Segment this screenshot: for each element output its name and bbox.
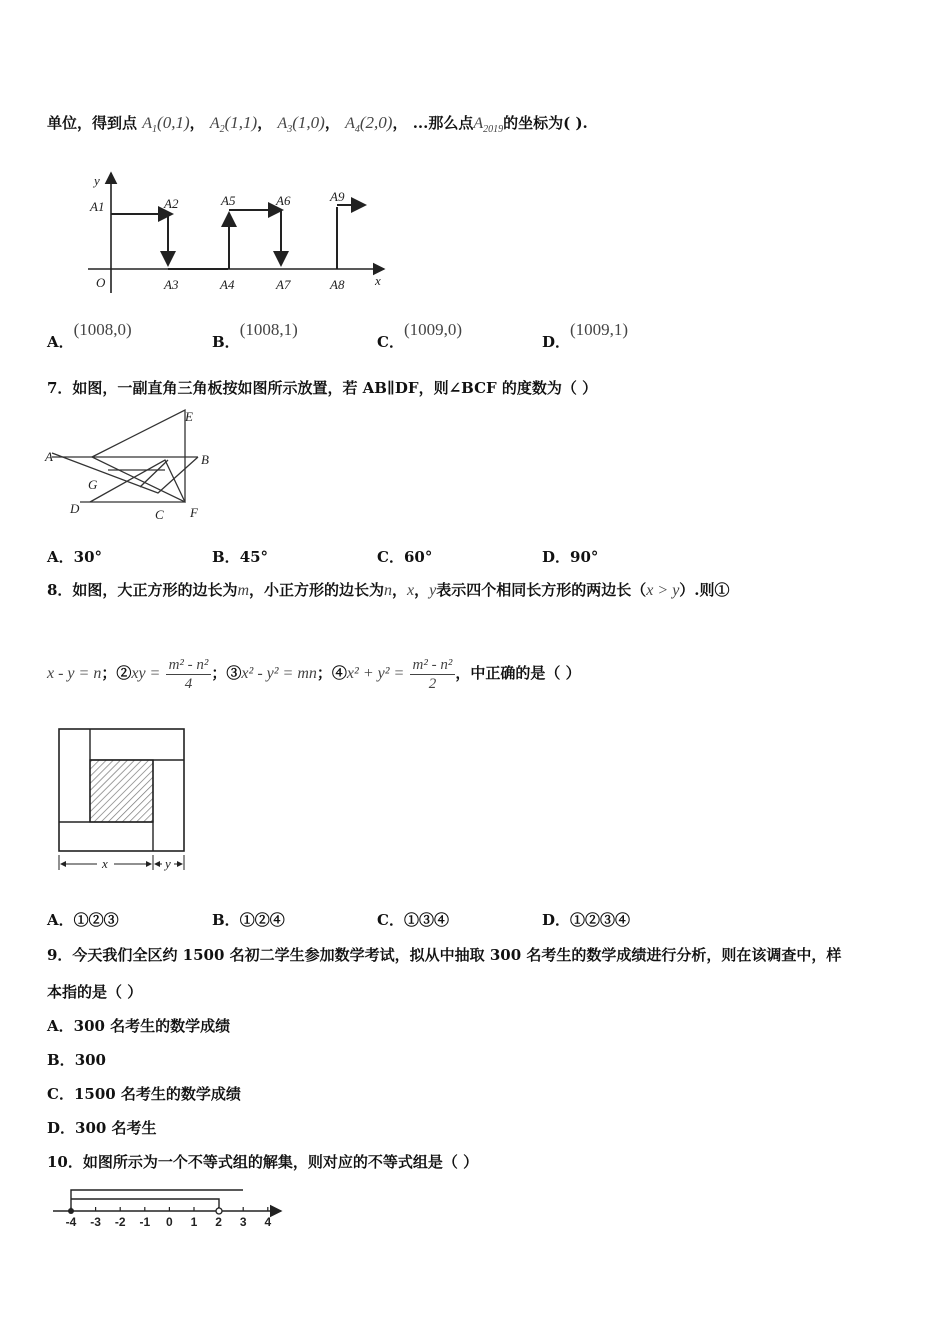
q8-option-b[interactable]: B．①②④ (212, 911, 285, 929)
q8-option-c[interactable]: C．①③④ (377, 911, 449, 929)
tick-label: 3 (239, 1215, 247, 1229)
q7-option-b[interactable]: B．45° (212, 548, 269, 566)
label-b: B (201, 452, 209, 467)
q10-stem: 10．如图所示为一个不等式组的解集，则对应的不等式组是（ ） (47, 1153, 479, 1171)
var-y: y (429, 582, 437, 599)
q9-option-d[interactable]: D．300 名考生 (47, 1119, 157, 1137)
label-o: O (96, 275, 106, 290)
q9-option-a[interactable]: A．300 名考生的数学成绩 (47, 1017, 231, 1035)
label-f: F (190, 505, 198, 520)
q6-middle: ...那么点 (412, 114, 474, 132)
statement-1: x - y = n (47, 665, 102, 682)
q8-stem-line2: x - y = n；②xy = $\frac{\text{m² - n²}}{4}$ ；③x² - y² = mn；④x² + y² = $\frac{\text{m² - n²}}{2}$ ，中正确的是（ ） (47, 656, 581, 692)
statement-2-fraction: $\frac{\text{m² - n²}}{4}$ (166, 656, 212, 693)
label-a3: A3 (164, 277, 179, 292)
q8-figure (52, 722, 197, 877)
q6-prefix: 单位，得到点 (47, 114, 138, 132)
tick-label: 2 (215, 1215, 222, 1229)
label-a: A (45, 449, 53, 464)
label-a1: A1 (90, 199, 105, 214)
q7-option-d[interactable]: D．90° (542, 548, 599, 566)
label-y: y (94, 173, 100, 188)
label-e: E (185, 409, 193, 424)
condition: x > y (646, 582, 680, 599)
q8-option-d[interactable]: D．①②③④ (542, 911, 631, 929)
label-g: G (88, 477, 98, 492)
q10-number-line (45, 1182, 290, 1230)
q8-stem-line1: 8．如图，大正方形的边长为m，小正方形的边长为n，x，y表示四个相同长方形的两边长（x > y）.则① (47, 581, 730, 599)
tick-label: 1 (190, 1215, 198, 1229)
statement-3: x² - y² = mn (241, 665, 317, 682)
q7-option-a[interactable]: A．30° (47, 548, 103, 566)
tick-label: -3 (90, 1215, 101, 1229)
q9-option-c[interactable]: C．1500 名考生的数学成绩 (47, 1085, 241, 1103)
label-a4: A4 (220, 277, 235, 292)
label-a6: A6 (276, 193, 291, 208)
tick-label: -2 (114, 1215, 126, 1229)
q8-option-a[interactable]: A．①②③ (47, 911, 119, 929)
label-a9: A9 (330, 189, 345, 204)
q9-stem-line2: 本指的是（ ） (47, 983, 143, 1001)
label-a8: A8 (330, 277, 345, 292)
var-m: m (237, 582, 250, 599)
label-x: x (375, 273, 381, 288)
q9-option-b[interactable]: B．300 (47, 1051, 106, 1069)
tick-label: 4 (264, 1215, 272, 1229)
tick-label: -4 (65, 1215, 77, 1229)
q6-stem: 单位，得到点 $A_1(0,1)$， $A_2(1,1)$， $A_3(1,0)$， $A_4(2,0)$， ...那么点$A_{2019}$的坐标为( ). (47, 113, 588, 136)
label-a2: A2 (164, 196, 179, 211)
var-n: n (384, 582, 393, 599)
q6-option-a[interactable]: A．(1008,0) (47, 320, 132, 351)
point-a2019: $A_{2019}$ (473, 115, 504, 136)
q6-option-d[interactable]: D．(1009,1) (542, 320, 629, 351)
q7-stem: 7．如图，一副直角三角板按如图所示放置，若 AB∥DF，则∠BCF 的度数为（ ） (47, 379, 598, 397)
label-d: D (70, 501, 80, 516)
q7-option-c[interactable]: C．60° (377, 548, 433, 566)
q6-figure (80, 165, 400, 300)
tick-label: 0 (166, 1215, 173, 1229)
point-a1: $A_1(0,1)$ (142, 113, 190, 136)
var-x: x (407, 582, 415, 599)
label-x: x (102, 856, 108, 871)
q9-stem-line1: 9．今天我们全区约 1500 名初二学生参加数学考试，拟从中抽取 300 名考生的数学成绩进行分析，则在该调查中，样 (47, 946, 842, 964)
statement-4-left: x² + y² = (346, 665, 405, 682)
tick-label: -1 (139, 1215, 151, 1229)
point-a3: $A_3(1,0)$ (277, 113, 325, 136)
q6-suffix: 的坐标为( ). (503, 114, 588, 132)
label-c: C (155, 507, 164, 522)
label-a7: A7 (276, 277, 291, 292)
label-y: y (165, 856, 171, 871)
label-a5: A5 (221, 193, 236, 208)
q6-option-b[interactable]: B．(1008,1) (212, 320, 298, 351)
statement-2-left: xy = (131, 665, 161, 682)
q7-figure (40, 405, 220, 525)
q6-option-c[interactable]: C．(1009,0) (377, 320, 463, 351)
point-a2: $A_2(1,1)$ (209, 113, 258, 136)
point-a4: $A_4(2,0)$ (345, 113, 393, 136)
statement-4-fraction: $\frac{\text{m² - n²}}{2}$ (410, 656, 456, 693)
